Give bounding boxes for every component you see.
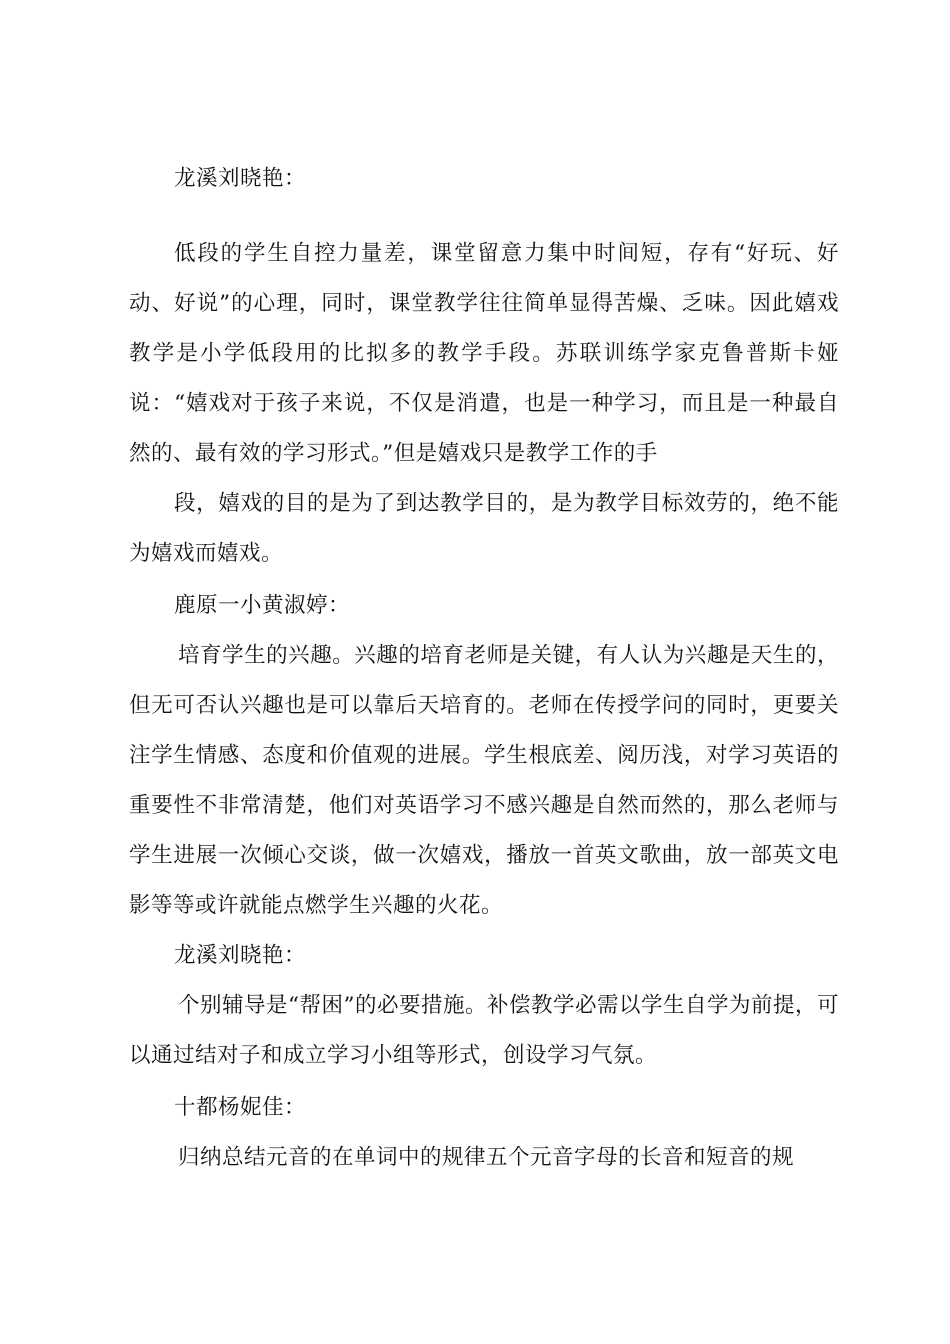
paragraph: 低段的学生自控力量差，课堂留意力集中时间短，存有“好玩、好动、好说”的心理，同时，课堂教学往往简单显得苦燥、乏味。因此嬉戏教学是小学低段用的比拟多的教学手段。苏联训练学家克鲁普斯卡娅说：“嬉戏对于孩子来说，不仅是消遣，也是一种学习，而且是一种最自然的、最有效的学习形式。”但是嬉戏只是教学工作的手 (129, 241, 839, 466)
paragraph: 段，嬉戏的目的是为了到达教学目的，是为教学目标效劳的，绝不能为嬉戏而嬉戏。 (129, 491, 839, 566)
paragraph: 个别辅导是“帮困”的必要措施。补偿教学必需以学生自学为前提，可以通过结对子和成立学习小组等形式，创设学习气氛。 (129, 993, 839, 1068)
speaker-label: 龙溪刘晓艳： (174, 166, 307, 191)
paragraph: 归纳总结元音的在单词中的规律五个元音字母的长音和短音的规 (178, 1145, 795, 1170)
speaker-label: 龙溪刘晓艳： (174, 943, 307, 968)
speaker-label: 十都杨妮佳： (174, 1095, 307, 1120)
speaker-label: 鹿原一小黄淑婷： (174, 593, 351, 618)
paragraph: 培育学生的兴趣。兴趣的培育老师是关键，有人认为兴趣是天生的，但无可否认兴趣也是可以靠后天培育的。老师在传授学问的同时，更要关注学生情感、态度和价值观的进展。学生根底差、阅历浅，对学习英语的重要性不非常清楚，他们对英语学习不感兴趣是自然而然的，那么老师与学生进展一次倾心交谈，做一次嬉戏，播放一首英文歌曲，放一部英文电影等等或许就能点燃学生兴趣的火花。 (129, 643, 839, 918)
